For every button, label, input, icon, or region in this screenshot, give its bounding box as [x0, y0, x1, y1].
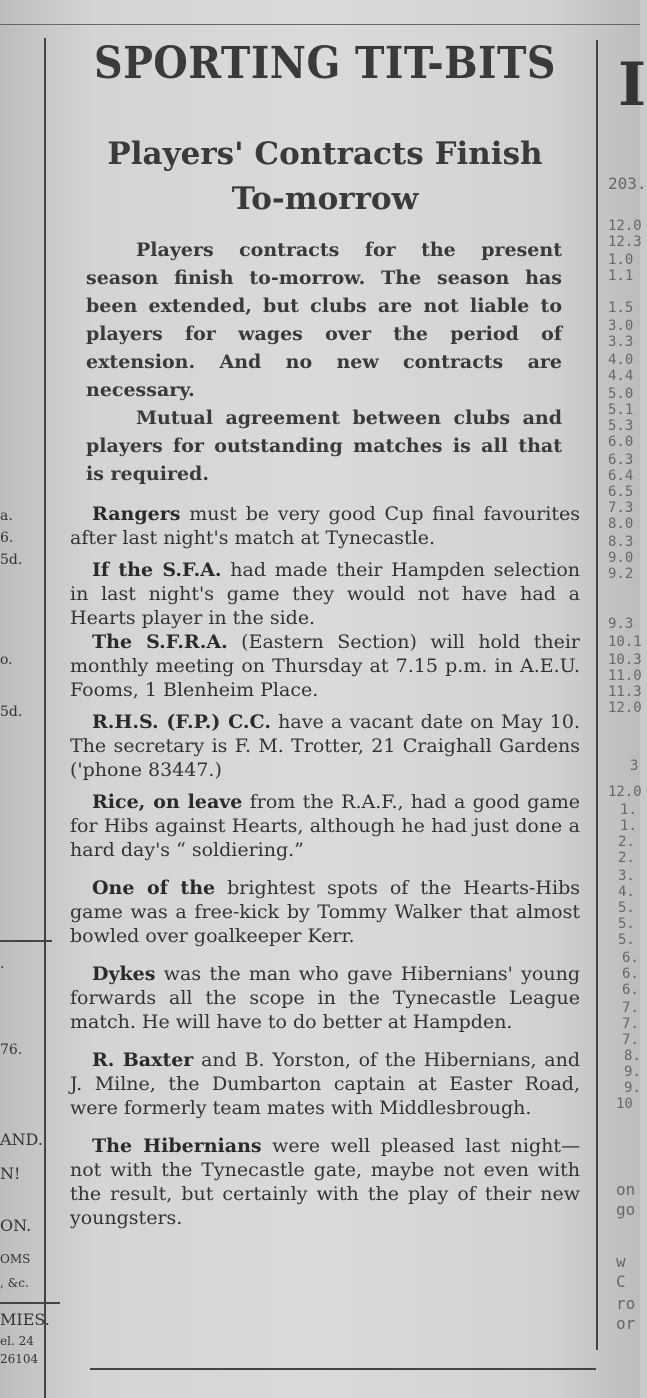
right-fragment: 11.3	[608, 684, 642, 700]
item-text: from the R.A.F., had a good game for Hibs against Hearts, although he had just done a hard day's “ soldiering.”	[70, 791, 580, 861]
right-fragment: 1.1	[608, 268, 634, 284]
left-fragment: 76.	[0, 1042, 23, 1058]
item-text: must be very good Cup final favourites after last night's match at Tynecastle.	[70, 503, 580, 549]
news-item	[62, 790, 588, 862]
right-fragment: 9.2	[608, 566, 634, 582]
right-fragment: 6.	[622, 982, 639, 998]
right-fragment: go	[616, 1200, 636, 1219]
news-item	[62, 502, 588, 550]
right-fragment: 1.	[620, 802, 637, 818]
left-fragment: MIES.	[0, 1310, 50, 1329]
right-fragment: 11.0	[608, 668, 642, 684]
lead-paragraph: Players contracts for the present season finish to-morrow. The season has been extended, but clubs are not liable to players for wages over the period of extension. And no new contracts are necessary.	[86, 239, 562, 401]
left-fragment: 6.	[0, 530, 14, 546]
news-item	[62, 710, 588, 782]
right-fragment: 7.	[622, 1000, 639, 1016]
right-fragment: 6.0	[608, 434, 634, 450]
right-fragment: 8.0	[608, 516, 634, 532]
left-fragment: 5d.	[0, 552, 23, 568]
article-column	[62, 38, 588, 1230]
right-fragment: 5.0	[608, 386, 634, 402]
left-column-rule	[44, 38, 46, 1398]
item-lead: The Hibernians	[92, 1135, 262, 1157]
left-fragment: AND.	[0, 1130, 43, 1149]
item-lead: Rangers	[92, 503, 181, 525]
article-lead	[62, 236, 588, 488]
right-fragment: 6.3	[608, 452, 634, 468]
right-headline-fragment: I	[618, 50, 647, 120]
right-fragment: 8.3	[608, 534, 634, 550]
right-fragment: 4.0	[608, 352, 634, 368]
item-lead: Dykes	[92, 963, 156, 985]
left-fragment: .	[0, 956, 5, 972]
right-fragment: 3.3	[608, 334, 634, 350]
item-lead: The S.F.R.A.	[92, 631, 228, 653]
right-fragment: 12.0	[608, 218, 642, 234]
right-fragment: 1.0	[608, 252, 634, 268]
column-headline: SPORTING TIT-BITS	[94, 38, 556, 89]
right-fragment: 2.	[618, 850, 635, 866]
lead-paragraph: Mutual agreement between clubs and players for outstanding matches is all that is required.	[86, 407, 562, 485]
right-fragment: on	[616, 1180, 636, 1199]
right-fragment: 12.0	[608, 784, 642, 800]
item-text: (Eastern Section) will hold their monthly meeting on Thursday at 7.15 p.m. in A.E.U. Fooms, 1 Blenheim Place.	[70, 631, 580, 701]
right-fragment: or	[616, 1314, 636, 1333]
right-fragment: 12.3	[608, 234, 642, 250]
bottom-rule	[90, 1368, 596, 1370]
item-lead: If the S.F.A.	[92, 559, 222, 581]
right-fragment: 4.4	[608, 368, 634, 384]
left-fragment: el. 24	[0, 1334, 34, 1348]
left-fragment: , &c.	[0, 1276, 29, 1290]
right-column-rule	[596, 40, 598, 1350]
right-fragment: 1.5	[608, 300, 634, 316]
right-adjacent-column	[600, 0, 647, 1398]
right-fragment: 5.	[618, 932, 635, 948]
left-fragment: 5d.	[0, 704, 23, 720]
right-fragment: 2.	[618, 834, 635, 850]
right-fragment: 9.	[624, 1064, 641, 1080]
left-fragment: o.	[0, 652, 13, 668]
subhead-line-1: Players' Contracts Finish	[107, 136, 543, 172]
right-fragment: 3.	[618, 868, 635, 884]
left-fragment: a.	[0, 508, 13, 524]
right-fragment: 5.	[618, 916, 635, 932]
left-fragment: 26104	[0, 1352, 39, 1366]
item-text: was the man who gave Hibernians' young forwards all the scope in the Tynecastle League match. He will have to do better at Hampden.	[70, 963, 580, 1033]
item-text: had made their Hampden selection in last night's game they would not have had a Hearts player in the side.	[70, 559, 581, 629]
article-subhead	[62, 132, 588, 222]
news-item	[62, 558, 588, 630]
right-fragment: 5.1	[608, 402, 634, 418]
right-fragment: 6.5	[608, 484, 634, 500]
item-text: have a vacant date on May 10. The secretary is F. M. Trotter, 21 Craighall Gardens ('phone 83447.)	[70, 711, 580, 781]
item-lead: R.H.S. (F.P.) C.C.	[92, 711, 271, 733]
item-lead: R. Baxter	[92, 1049, 194, 1071]
right-fragment: 7.	[622, 1016, 639, 1032]
news-item	[62, 876, 588, 948]
right-fragment: 6.	[622, 966, 639, 982]
right-fragment: 3.0	[608, 318, 634, 334]
right-fragment: 6.	[622, 950, 639, 966]
right-fragment: 7.3	[608, 500, 634, 516]
left-adjacent-column	[0, 0, 50, 1398]
right-fragment: C	[616, 1272, 626, 1291]
right-fragment: 10.1	[608, 634, 642, 650]
right-fragment: 10	[616, 1096, 633, 1112]
right-fragment: 5.	[618, 900, 635, 916]
right-fragment: ro	[616, 1294, 636, 1313]
right-fragment: 9.0	[608, 550, 634, 566]
right-fragment: 7.	[622, 1032, 639, 1048]
news-item	[62, 630, 588, 702]
left-fragment: ON.	[0, 1216, 32, 1235]
item-text: and B. Yorston, of the Hibernians, and J. Milne, the Dumbarton captain at Easter Road, were formerly team mates with Middlesbrough.	[70, 1049, 581, 1119]
news-item	[62, 1048, 588, 1120]
right-fragment: 6.4	[608, 468, 634, 484]
left-fragment: OMS	[0, 1252, 31, 1266]
item-text: brightest spots of the Hearts-Hibs game was a free-kick by Tommy Walker that almost bowled over goalkeeper Kerr.	[70, 877, 580, 947]
right-fragment: 4.	[618, 884, 635, 900]
item-text: were well pleased last night—not with the Tynecastle gate, maybe not even with the result, but certainly with the play of their new youngsters.	[70, 1135, 580, 1229]
item-lead: Rice, on leave	[92, 791, 243, 813]
right-fragment: 1.	[620, 818, 637, 834]
right-fragment: 9.3	[608, 616, 634, 632]
right-fragment: 8.	[624, 1048, 641, 1064]
left-fragment: N!	[0, 1164, 21, 1183]
right-fragment: 10.3	[608, 652, 642, 668]
right-fragment: 3	[630, 758, 639, 774]
right-fragment: 12.0	[608, 700, 642, 716]
news-item	[62, 962, 588, 1034]
right-fragment: w	[616, 1252, 626, 1271]
subhead-line-2: To-morrow	[231, 181, 419, 217]
item-lead: One of the	[92, 877, 216, 899]
top-rule	[0, 24, 640, 25]
right-fragment: 203.	[608, 174, 647, 193]
news-item	[62, 1134, 588, 1230]
right-fragment: 5.3	[608, 418, 634, 434]
right-fragment: 9.	[624, 1080, 641, 1096]
